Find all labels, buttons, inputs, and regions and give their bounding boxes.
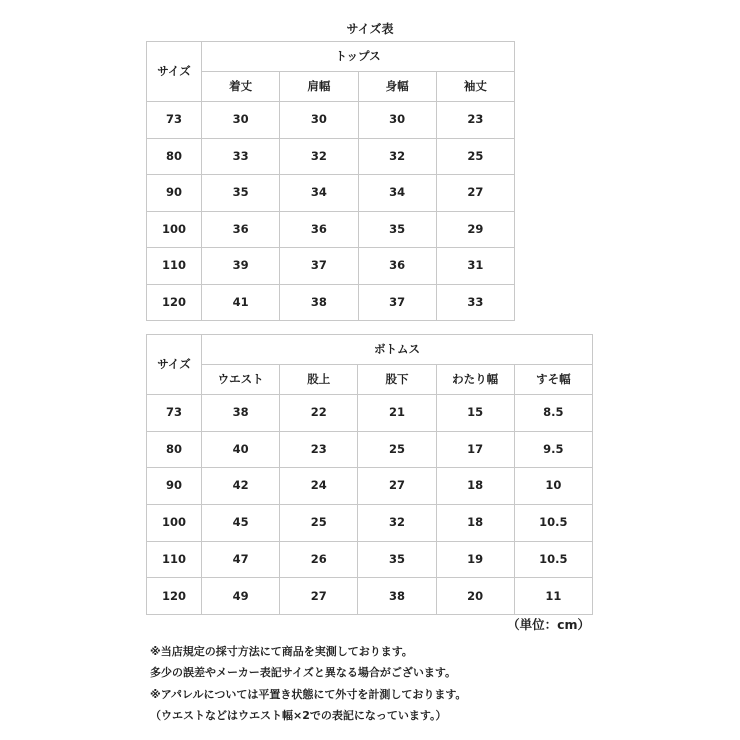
size-cell: 90 (147, 175, 202, 212)
table-row (147, 211, 515, 248)
size-cell: 73 (147, 395, 202, 432)
table-row (147, 505, 593, 542)
table-row (147, 175, 515, 212)
value-cell: 41 (202, 284, 280, 321)
value-cell: 15 (436, 395, 514, 432)
value-cell: 18 (436, 505, 514, 542)
notes (150, 641, 590, 726)
value-cell: 38 (280, 284, 358, 321)
value-cell: 27 (436, 175, 514, 212)
value-cell: 31 (436, 248, 514, 285)
value-cell: 39 (202, 248, 280, 285)
value-cell: 30 (280, 102, 358, 139)
value-cell: 10.5 (514, 505, 592, 542)
table-row (147, 431, 593, 468)
value-cell: 8.5 (514, 395, 592, 432)
table-row (147, 248, 515, 285)
table-row (147, 284, 515, 321)
value-cell: 35 (202, 175, 280, 212)
value-cell: 17 (436, 431, 514, 468)
bottoms-column-header-row (147, 365, 593, 395)
value-cell: 32 (280, 138, 358, 175)
value-cell: 29 (436, 211, 514, 248)
table-row (147, 578, 593, 615)
size-cell: 120 (147, 578, 202, 615)
tops-column-header-row (147, 72, 515, 102)
column-header: 股下 (358, 365, 436, 395)
value-cell: 25 (436, 138, 514, 175)
value-cell: 25 (280, 505, 358, 542)
size-cell: 90 (147, 468, 202, 505)
value-cell: 36 (280, 211, 358, 248)
value-cell: 34 (358, 175, 436, 212)
table-row (147, 541, 593, 578)
value-cell: 10 (514, 468, 592, 505)
note-line: ※当店規定の採寸方法にて商品を実測しております。 (150, 645, 413, 658)
note-line: （ウエストなどはウエスト幅×2での表記になっています。） (150, 708, 447, 722)
value-cell: 19 (436, 541, 514, 578)
value-cell: 26 (280, 541, 358, 578)
value-cell: 33 (436, 284, 514, 321)
value-cell: 33 (202, 138, 280, 175)
column-header: ウエスト (202, 365, 280, 395)
value-cell: 23 (280, 431, 358, 468)
value-cell: 30 (358, 102, 436, 139)
value-cell: 9.5 (514, 431, 592, 468)
value-cell: 36 (358, 248, 436, 285)
column-header: すそ幅 (514, 365, 592, 395)
value-cell: 40 (202, 431, 280, 468)
value-cell: 20 (436, 578, 514, 615)
table-row (147, 395, 593, 432)
value-cell: 35 (358, 541, 436, 578)
table-row (147, 468, 593, 505)
value-cell: 32 (358, 138, 436, 175)
size-cell: 80 (147, 138, 202, 175)
value-cell: 49 (202, 578, 280, 615)
value-cell: 37 (358, 284, 436, 321)
value-cell: 11 (514, 578, 592, 615)
value-cell: 34 (280, 175, 358, 212)
tops-header-row (147, 42, 515, 72)
column-header: 着丈 (202, 72, 280, 102)
value-cell: 10.5 (514, 541, 592, 578)
column-header: 袖丈 (436, 72, 514, 102)
value-cell: 25 (358, 431, 436, 468)
value-cell: 30 (202, 102, 280, 139)
value-cell: 35 (358, 211, 436, 248)
value-cell: 42 (202, 468, 280, 505)
value-cell: 32 (358, 505, 436, 542)
bottoms-header-row (147, 335, 593, 365)
unit-label: （単位：cm） (507, 617, 590, 632)
tops-group-header: トップス (202, 42, 515, 72)
size-cell: 120 (147, 284, 202, 321)
value-cell: 24 (280, 468, 358, 505)
value-cell: 47 (202, 541, 280, 578)
bottoms-group-header: ボトムス (202, 335, 593, 365)
column-header: 身幅 (358, 72, 436, 102)
size-chart-title: サイズ表 (346, 22, 394, 36)
bottoms-size-table (146, 334, 593, 615)
table-row (147, 138, 515, 175)
value-cell: 23 (436, 102, 514, 139)
value-cell: 36 (202, 211, 280, 248)
note-line: ※アパレルについては平置き状態にて外寸を計測しております。 (150, 687, 467, 701)
table-row (147, 102, 515, 139)
value-cell: 18 (436, 468, 514, 505)
value-cell: 22 (280, 395, 358, 432)
value-cell: 21 (358, 395, 436, 432)
size-cell: 110 (147, 541, 202, 578)
size-cell: 73 (147, 102, 202, 139)
value-cell: 38 (202, 395, 280, 432)
value-cell: 27 (358, 468, 436, 505)
bottoms-body (147, 395, 593, 615)
column-header: 股上 (280, 365, 358, 395)
value-cell: 45 (202, 505, 280, 542)
value-cell: 37 (280, 248, 358, 285)
size-cell: 100 (147, 211, 202, 248)
size-column-header: サイズ (147, 335, 202, 395)
size-cell: 80 (147, 431, 202, 468)
note-line: 多少の誤差やメーカー表記サイズと異なる場合がございます。 (150, 666, 457, 680)
tops-size-table (146, 41, 515, 321)
size-cell: 110 (147, 248, 202, 285)
value-cell: 27 (280, 578, 358, 615)
value-cell: 38 (358, 578, 436, 615)
size-cell: 100 (147, 505, 202, 542)
tops-body (147, 102, 515, 321)
column-header: わたり幅 (436, 365, 514, 395)
size-column-header: サイズ (147, 42, 202, 102)
column-header: 肩幅 (280, 72, 358, 102)
